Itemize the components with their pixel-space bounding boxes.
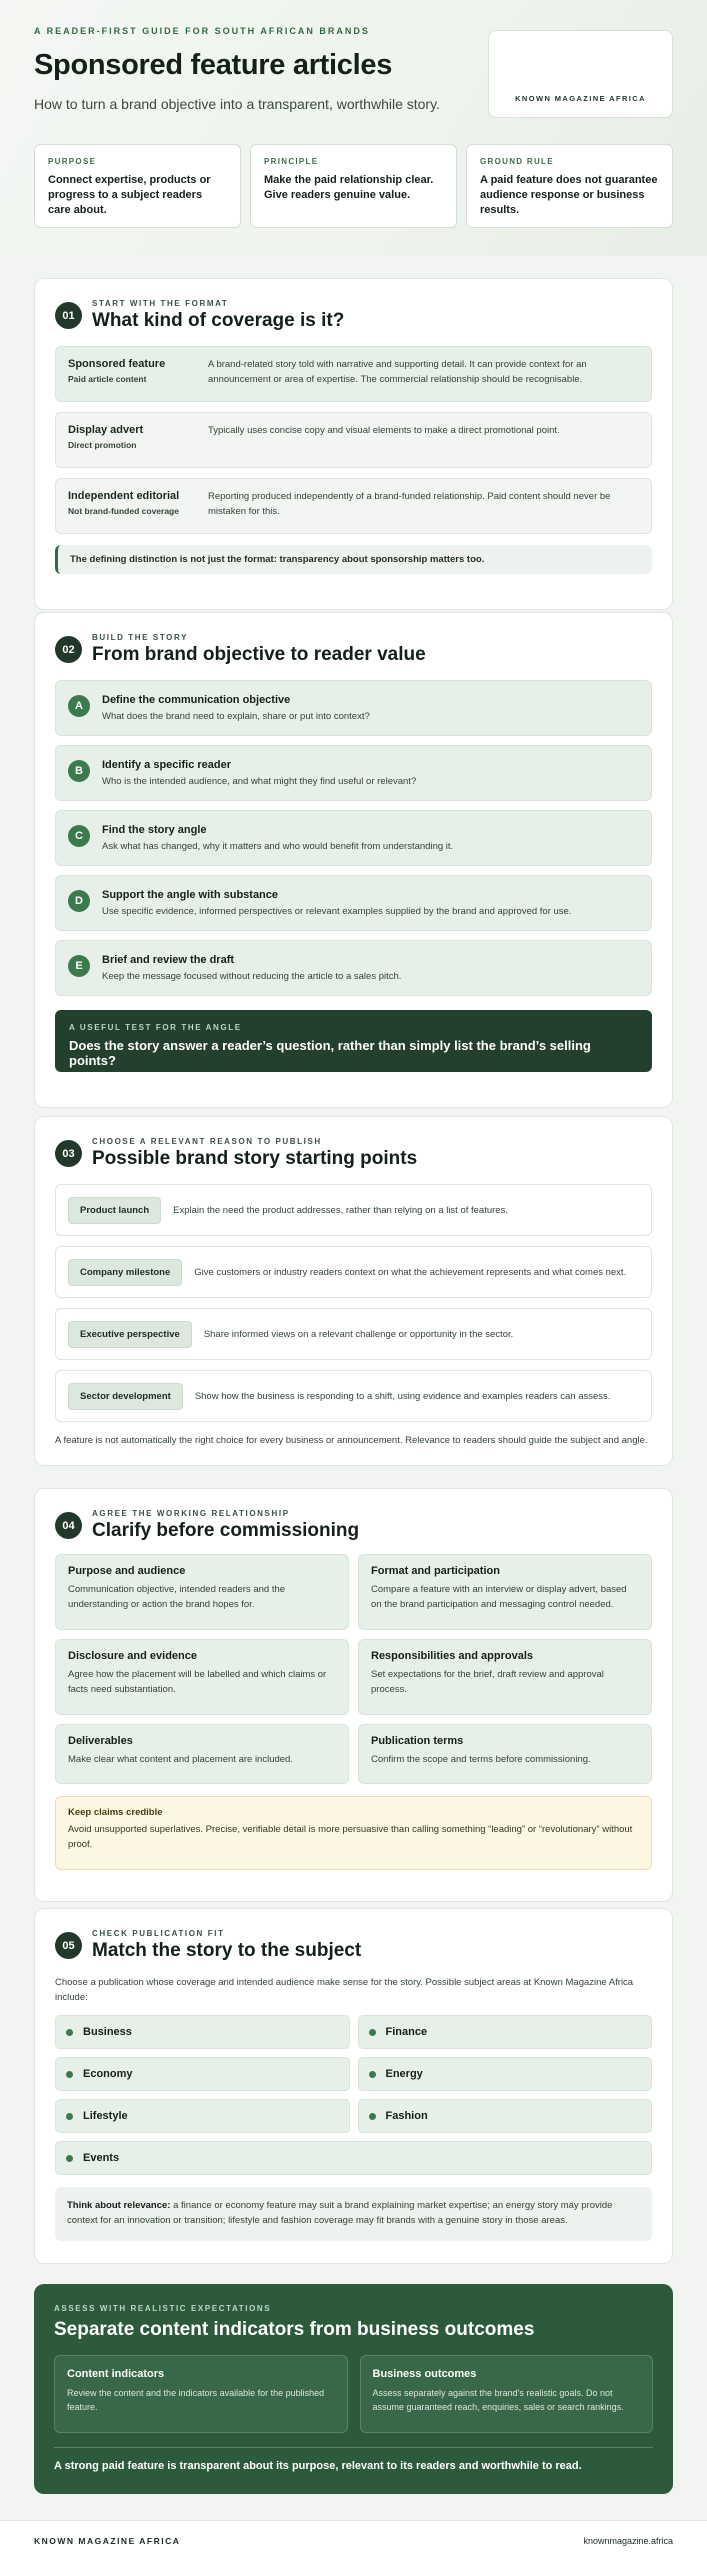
step-desc: Use specific evidence, informed perspectives or relevant examples supplied by the brand and approved for use.: [102, 906, 572, 917]
commission-card: [55, 1554, 349, 1630]
subject-label: Fashion: [385, 2110, 428, 2123]
section-number: 01: [55, 302, 82, 329]
starting-point: [55, 1370, 652, 1422]
subject-item: [55, 2015, 350, 2049]
section-commissioning: [34, 1488, 673, 1902]
commission-card: [358, 1639, 652, 1715]
hero-card-principle: [250, 144, 457, 228]
subject-label: Business: [83, 2026, 132, 2039]
section-header: [55, 299, 652, 332]
bullet-dot-icon: [369, 2029, 376, 2036]
commission-grid: [55, 1554, 652, 1784]
hero-card-ground-rule: [466, 144, 673, 228]
section-header: [55, 1137, 652, 1170]
logo-text: KNOWN MAGAZINE AFRICA: [515, 94, 646, 103]
subject-label: Finance: [385, 2026, 428, 2039]
footer: [0, 2520, 707, 2560]
hero-card-text: Make the paid relationship clear. Give readers genuine value.: [264, 174, 434, 201]
angle-test-box: [55, 1010, 652, 1072]
commission-card: [358, 1554, 652, 1630]
section-header: [55, 633, 652, 666]
hero-cards: [34, 144, 673, 228]
commission-card-title: Purpose and audience: [68, 1565, 186, 1577]
commission-card-title: Deliverables: [68, 1735, 133, 1747]
format-name: Display advert: [68, 424, 144, 436]
story-step: [55, 680, 652, 736]
starting-point-pill: Sector development: [68, 1383, 183, 1410]
subject-item: [358, 2015, 653, 2049]
starting-points-note: A feature is not automatically the right choice for every business or announcement. Relevance to readers should guide the subject and angle.: [55, 1435, 648, 1446]
step-title: Find the story angle: [102, 824, 207, 836]
expectations-card-title: Content indicators: [67, 2368, 165, 2380]
format-row: [55, 412, 652, 468]
starting-point: [55, 1246, 652, 1298]
expectations-kicker: ASSESS WITH REALISTIC EXPECTATIONS: [54, 2304, 272, 2313]
commission-card: [358, 1724, 652, 1784]
section-publication-fit: [34, 1908, 673, 2264]
starting-point-desc: Give customers or industry readers context on what the achievement represents and what comes next.: [194, 1266, 627, 1278]
starting-point-pill: Product launch: [68, 1197, 161, 1224]
section-number: 04: [55, 1512, 82, 1539]
hero-kicker: A READER-FIRST GUIDE FOR SOUTH AFRICAN BRANDS: [34, 26, 370, 36]
starting-point-desc: Explain the need the product addresses, rather than relying on a list of features.: [173, 1204, 508, 1216]
step-letter: E: [68, 955, 90, 977]
step-letter: B: [68, 760, 90, 782]
hero: [0, 0, 707, 256]
section-title: From brand objective to reader value: [92, 644, 426, 665]
commission-card: [55, 1639, 349, 1715]
subject-item: [55, 2099, 350, 2133]
claims-warning: [55, 1796, 652, 1870]
section-title: Match the story to the subject: [92, 1940, 362, 1961]
commission-card-title: Format and participation: [371, 1565, 500, 1577]
relevance-box: [55, 2187, 652, 2240]
subject-label: Events: [83, 2152, 120, 2165]
expectations-card: [360, 2355, 654, 2433]
starting-point-desc: Show how the business is responding to a shift, using evidence and examples readers can assess.: [194, 1390, 611, 1402]
section-number: 05: [55, 1932, 82, 1959]
step-letter: C: [68, 825, 90, 847]
logo-card: [488, 30, 673, 118]
bullet-dot-icon: [66, 2071, 73, 2078]
commission-card-desc: Communication objective, intended readers and the understanding or action the brand hopes for.: [68, 1584, 286, 1610]
step-desc: Keep the message focused without reducing the article to a sales pitch.: [102, 971, 402, 982]
bullet-dot-icon: [369, 2113, 376, 2120]
bullet-dot-icon: [66, 2155, 73, 2162]
footer-url-link[interactable]: knownmagazine.africa: [583, 2535, 673, 2546]
section-kicker: AGREE THE WORKING RELATIONSHIP: [92, 1509, 290, 1518]
step-title: Define the communication objective: [102, 694, 291, 706]
section-format: [34, 278, 673, 610]
section-starting-points: [34, 1116, 673, 1466]
page-subtitle: How to turn a brand objective into a transparent, worthwhile story.: [34, 96, 440, 112]
angle-test-question: Does the story answer a reader’s question, rather than simply list the brand’s selling points?: [69, 1038, 591, 1068]
closing-statement: A strong paid feature is transparent about its purpose, relevant to its readers and worthwhile to read.: [54, 2447, 653, 2472]
section-header: [55, 1929, 652, 1962]
format-row: [55, 346, 652, 402]
starting-point: [55, 1184, 652, 1236]
hero-card-label: PURPOSE: [48, 157, 97, 166]
story-step: [55, 810, 652, 866]
step-desc: Ask what has changed, why it matters and who would benefit from understanding it.: [102, 841, 454, 852]
step-desc: Who is the intended audience, and what might they find useful or relevant?: [102, 776, 417, 787]
format-row: [55, 478, 652, 534]
section-header: [55, 1509, 652, 1542]
commission-card-title: Responsibilities and approvals: [371, 1650, 533, 1662]
expectations-card: [54, 2355, 348, 2433]
format-tag: Paid article content: [68, 374, 147, 384]
expectations-card-desc: Assess separately against the brand’s realistic goals. Do not assume guaranteed reach, enquiries, sales or search rankings.: [372, 2388, 624, 2412]
claims-warning-title: Keep claims credible: [68, 1807, 163, 1818]
section-kicker: CHECK PUBLICATION FIT: [92, 1929, 225, 1938]
starting-point: [55, 1308, 652, 1360]
relevance-lead: Think about relevance:: [67, 2200, 171, 2212]
hero-card-purpose: [34, 144, 241, 228]
expectations-card-desc: Review the content and the indicators available for the published feature.: [67, 2388, 325, 2412]
commission-card-desc: Agree how the placement will be labelled and which claims or facts need substantiation.: [68, 1669, 327, 1695]
relevance-text: a finance or economy feature may suit a brand explaining market expertise; an energy story may provide context for an innovation or transition; lifestyle and fashion coverage may fit brands with a genuine story in those areas.: [67, 2200, 613, 2227]
section-title: Clarify before commissioning: [92, 1520, 360, 1541]
subject-item: [55, 2057, 350, 2091]
commission-card-desc: Compare a feature with an interview or display advert, based on the brand participation and messaging control needed.: [371, 1584, 627, 1610]
subject-item: [358, 2099, 653, 2133]
story-step: [55, 745, 652, 801]
subject-label: Economy: [83, 2068, 133, 2081]
format-desc: Reporting produced independently of a brand-funded relationship. Paid content should never be mistaken for this.: [208, 491, 611, 517]
expectations-card-title: Business outcomes: [372, 2368, 477, 2380]
format-tag: Not brand-funded coverage: [68, 506, 179, 516]
expectations-cards: [54, 2355, 653, 2433]
story-step: [55, 940, 652, 996]
subject-grid: [55, 2015, 652, 2175]
angle-test-kicker: A USEFUL TEST FOR THE ANGLE: [69, 1023, 242, 1032]
section-kicker: START WITH THE FORMAT: [92, 299, 229, 308]
subject-label: Lifestyle: [83, 2110, 128, 2123]
expectations-title: Separate content indicators from business outcomes: [54, 2319, 535, 2340]
hero-card-label: PRINCIPLE: [264, 157, 319, 166]
commission-card-title: Publication terms: [371, 1735, 464, 1747]
bullet-dot-icon: [66, 2113, 73, 2120]
subject-item: [358, 2057, 653, 2091]
section-title: What kind of coverage is it?: [92, 310, 345, 331]
step-letter: D: [68, 890, 90, 912]
step-title: Identify a specific reader: [102, 759, 231, 771]
step-desc: What does the brand need to explain, share or put into context?: [102, 711, 370, 722]
expectations-panel: [34, 2284, 673, 2494]
hero-card-text: A paid feature does not guarantee audience response or business results.: [480, 174, 658, 216]
publication-intro: Choose a publication whose coverage and intended audience make sense for the story. Possible subject areas at Known Magazine Africa include:: [55, 1977, 634, 2003]
hero-card-text: Connect expertise, products or progress to a subject readers care about.: [48, 174, 211, 216]
section-kicker: BUILD THE STORY: [92, 633, 189, 642]
footer-brand: KNOWN MAGAZINE AFRICA: [34, 2535, 181, 2546]
claims-warning-desc: Avoid unsupported superlatives. Precise, verifiable detail is more persuasive than calling something “leading” or “revolutionary” without proof.: [68, 1824, 633, 1850]
commission-card-desc: Set expectations for the brief, draft review and approval process.: [371, 1669, 604, 1695]
section-number: 03: [55, 1140, 82, 1167]
starting-point-pill: Company milestone: [68, 1259, 182, 1286]
bullet-dot-icon: [66, 2029, 73, 2036]
commission-card-desc: Make clear what content and placement are included.: [68, 1754, 293, 1765]
starting-point-desc: Share informed views on a relevant challenge or opportunity in the sector.: [203, 1328, 514, 1340]
format-tag: Direct promotion: [68, 440, 137, 450]
subject-item: [55, 2141, 652, 2175]
bullet-dot-icon: [369, 2071, 376, 2078]
section-title: Possible brand story starting points: [92, 1148, 418, 1169]
subject-label: Energy: [385, 2068, 423, 2081]
step-title: Brief and review the draft: [102, 954, 235, 966]
section-kicker: CHOOSE A RELEVANT REASON TO PUBLISH: [92, 1137, 322, 1146]
section-build-story: [34, 612, 673, 1108]
commission-card-desc: Confirm the scope and terms before commissioning.: [371, 1754, 591, 1765]
page-title: Sponsored feature articles: [34, 49, 393, 81]
step-title: Support the angle with substance: [102, 889, 279, 901]
starting-point-pill: Executive perspective: [68, 1321, 192, 1348]
format-name: Sponsored feature: [68, 358, 166, 370]
hero-card-label: GROUND RULE: [480, 157, 554, 166]
format-name: Independent editorial: [68, 490, 180, 502]
step-letter: A: [68, 695, 90, 717]
story-step: [55, 875, 652, 931]
format-callout: The defining distinction is not just the format: transparency about sponsorship matters too.: [55, 545, 652, 574]
commission-card-title: Disclosure and evidence: [68, 1650, 197, 1662]
format-desc: Typically uses concise copy and visual elements to make a direct promotional point.: [208, 425, 560, 436]
section-number: 02: [55, 636, 82, 663]
commission-card: [55, 1724, 349, 1784]
format-desc: A brand-related story told with narrative and supporting detail. It can provide context for an announcement or area of expertise. The commercial relationship should be recognisable.: [208, 359, 587, 385]
